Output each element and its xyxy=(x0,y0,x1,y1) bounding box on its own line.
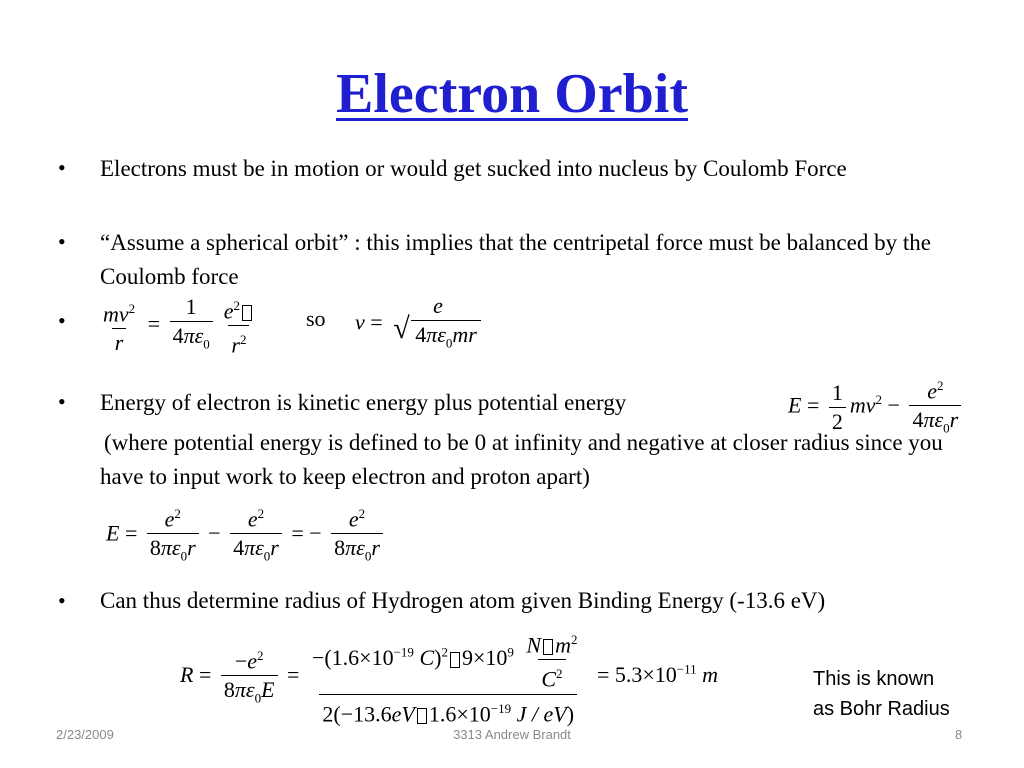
force-balance-equation: $\frac{mv^2}{r}$ = $\frac{1}{4\pi\varepsilon_0}$ $\frac{e^2}{r^2}$ xyxy=(96,292,261,360)
footer-author: 3313 Andrew Brandt xyxy=(453,727,571,742)
note-line-1: This is known xyxy=(813,668,935,690)
bullet-text-2: “Assume a spherical orbit” : this implies that the centripetal force must be balanced by the Coulomb force xyxy=(100,230,931,289)
note-line-2: as Bohr Radius xyxy=(813,698,950,720)
bullet-text-4: Can thus determine radius of Hydrogen atom given Binding Energy (-13.6 eV) xyxy=(100,588,826,613)
bullet-dot: • xyxy=(58,155,66,180)
potential-energy-note: (where potential energy is defined to be 0 at infinity and negative at closer radius since you have to input work to keep electron and proton apart) xyxy=(100,430,943,489)
bullet-text-3: Energy of electron is kinetic energy plus potential energy xyxy=(100,390,627,415)
velocity-equation: v = e √ $4\pi\varepsilon_0mr$ xyxy=(355,292,488,357)
bohr-radius-note xyxy=(813,664,950,724)
energy-expansion-equation: E = $\frac{e^2}{8\pi\varepsilon_0r}$ − $\frac{e^2}{4\pi\varepsilon_0r}$ = − $\frac{e^2}{8\pi\varepsilon_0r}$ xyxy=(106,500,387,571)
footer-date: 2/23/2009 xyxy=(56,727,114,742)
bullet-dot: • xyxy=(58,389,66,414)
slide-title: Electron Orbit xyxy=(335,63,689,125)
bullet-text-1: Electrons must be in motion or would get sucked into nucleus by Coulomb Force xyxy=(100,156,847,181)
bullet-dot: • xyxy=(58,308,66,333)
bullet-dot: • xyxy=(58,588,66,613)
bullet-dot: • xyxy=(58,229,66,254)
footer-page-number: 8 xyxy=(955,727,963,742)
so-word: so xyxy=(306,306,326,331)
bohr-radius-equation: R = $\frac{-e^2}{8\pi\varepsilon_0E}$ = $-(1.6\times 10^{-19}$ C)$^2$ $9\times 10^9$ $\frac{N m^2}{C^2}$ 2(−13.6eV $1.6\times 10^{-19}$ J / eV) = $5.3\times 10^{-11}$ m xyxy=(180,632,719,726)
energy-equation: E = $\frac{1}{2}$ $mv^2$ − $\frac{e^2}{4\pi\varepsilon_0r}$ xyxy=(788,372,965,443)
